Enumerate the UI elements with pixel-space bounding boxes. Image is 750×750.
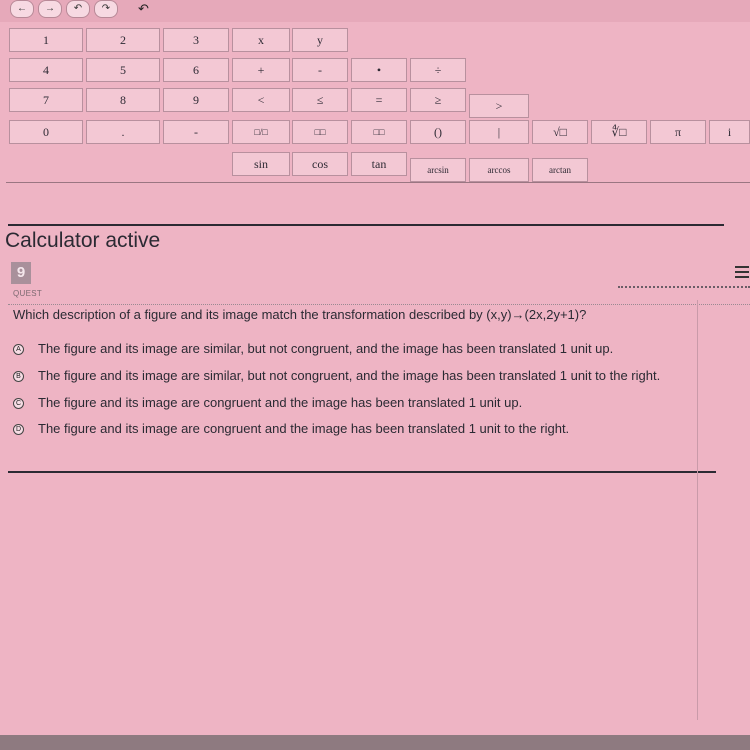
key-square-root[interactable]: √□ — [532, 120, 588, 144]
menu-icon[interactable] — [735, 266, 749, 281]
key-greater-than[interactable]: > — [469, 94, 529, 118]
key-2[interactable]: 2 — [86, 28, 160, 52]
back-button[interactable]: ← — [10, 0, 34, 18]
key-multiply[interactable]: • — [351, 58, 407, 82]
key-parentheses[interactable]: () — [410, 120, 466, 144]
redo-nav-button[interactable]: ↷ — [94, 0, 118, 18]
key-exponent[interactable]: □□ — [292, 120, 348, 144]
undo-icon[interactable]: ↶ — [138, 1, 149, 16]
key-nth-root[interactable]: ∜□ — [591, 120, 647, 144]
key-plus[interactable]: + — [232, 58, 290, 82]
page-edge-line — [697, 300, 698, 720]
question-text: Which description of a figure and its image match the transformation described by (x,y)→(2x,2y+1)? — [13, 307, 587, 322]
question-divider — [8, 304, 750, 306]
answers-divider — [8, 471, 716, 473]
key-equals[interactable]: = — [351, 88, 407, 112]
key-6[interactable]: 6 — [163, 58, 229, 82]
key-7[interactable]: 7 — [9, 88, 83, 112]
calculator-active-label: Calculator active — [5, 229, 161, 252]
calculator-keypad — [6, 24, 750, 186]
choice-d-text: The figure and its image are congruent and the image has been translated 1 unit to the right. — [38, 421, 570, 436]
key-negative[interactable]: - — [163, 120, 229, 144]
forward-button[interactable]: → — [38, 0, 62, 18]
progress-dashes — [618, 286, 750, 290]
radio-a[interactable]: A — [13, 344, 24, 355]
keypad-divider — [6, 182, 750, 183]
key-4[interactable]: 4 — [9, 58, 83, 82]
key-minus[interactable]: - — [292, 58, 348, 82]
choice-b-text: The figure and its image are similar, but not congruent, and the image has been translated 1 unit to the right. — [38, 368, 661, 383]
question-badge-label: QUEST — [13, 289, 43, 298]
section-divider — [8, 224, 724, 226]
key-3[interactable]: 3 — [163, 28, 229, 52]
key-decimal[interactable]: . — [86, 120, 160, 144]
key-arccos[interactable]: arccos — [469, 158, 529, 182]
key-less-equal[interactable]: ≤ — [292, 88, 348, 112]
key-sin[interactable]: sin — [232, 152, 290, 176]
radio-d[interactable]: D — [13, 424, 24, 435]
key-divide[interactable]: ÷ — [410, 58, 466, 82]
key-0[interactable]: 0 — [9, 120, 83, 144]
undo-nav-button[interactable]: ↶ — [66, 0, 90, 18]
key-fraction[interactable]: □/□ — [232, 120, 290, 144]
key-imaginary[interactable]: i — [709, 120, 750, 144]
question-number-badge: 9 — [11, 262, 31, 284]
key-absolute-value[interactable]: | — [469, 120, 529, 144]
key-8[interactable]: 8 — [86, 88, 160, 112]
radio-c[interactable]: C — [13, 398, 24, 409]
choice-a-text: The figure and its image are similar, but not congruent, and the image has been translated 1 unit up. — [38, 341, 614, 356]
screen-bezel — [0, 735, 750, 750]
key-pi[interactable]: π — [650, 120, 706, 144]
key-subscript[interactable]: □□ — [351, 120, 407, 144]
key-less-than[interactable]: < — [232, 88, 290, 112]
key-1[interactable]: 1 — [9, 28, 83, 52]
key-y[interactable]: y — [292, 28, 348, 52]
choice-c-text: The figure and its image are congruent and the image has been translated 1 unit up. — [38, 395, 523, 410]
key-9[interactable]: 9 — [163, 88, 229, 112]
key-tan[interactable]: tan — [351, 152, 407, 176]
key-arcsin[interactable]: arcsin — [410, 158, 466, 182]
key-cos[interactable]: cos — [292, 152, 348, 176]
top-toolbar — [0, 0, 750, 22]
radio-b[interactable]: B — [13, 371, 24, 382]
key-5[interactable]: 5 — [86, 58, 160, 82]
key-greater-equal[interactable]: ≥ — [410, 88, 466, 112]
key-x[interactable]: x — [232, 28, 290, 52]
key-arctan[interactable]: arctan — [532, 158, 588, 182]
